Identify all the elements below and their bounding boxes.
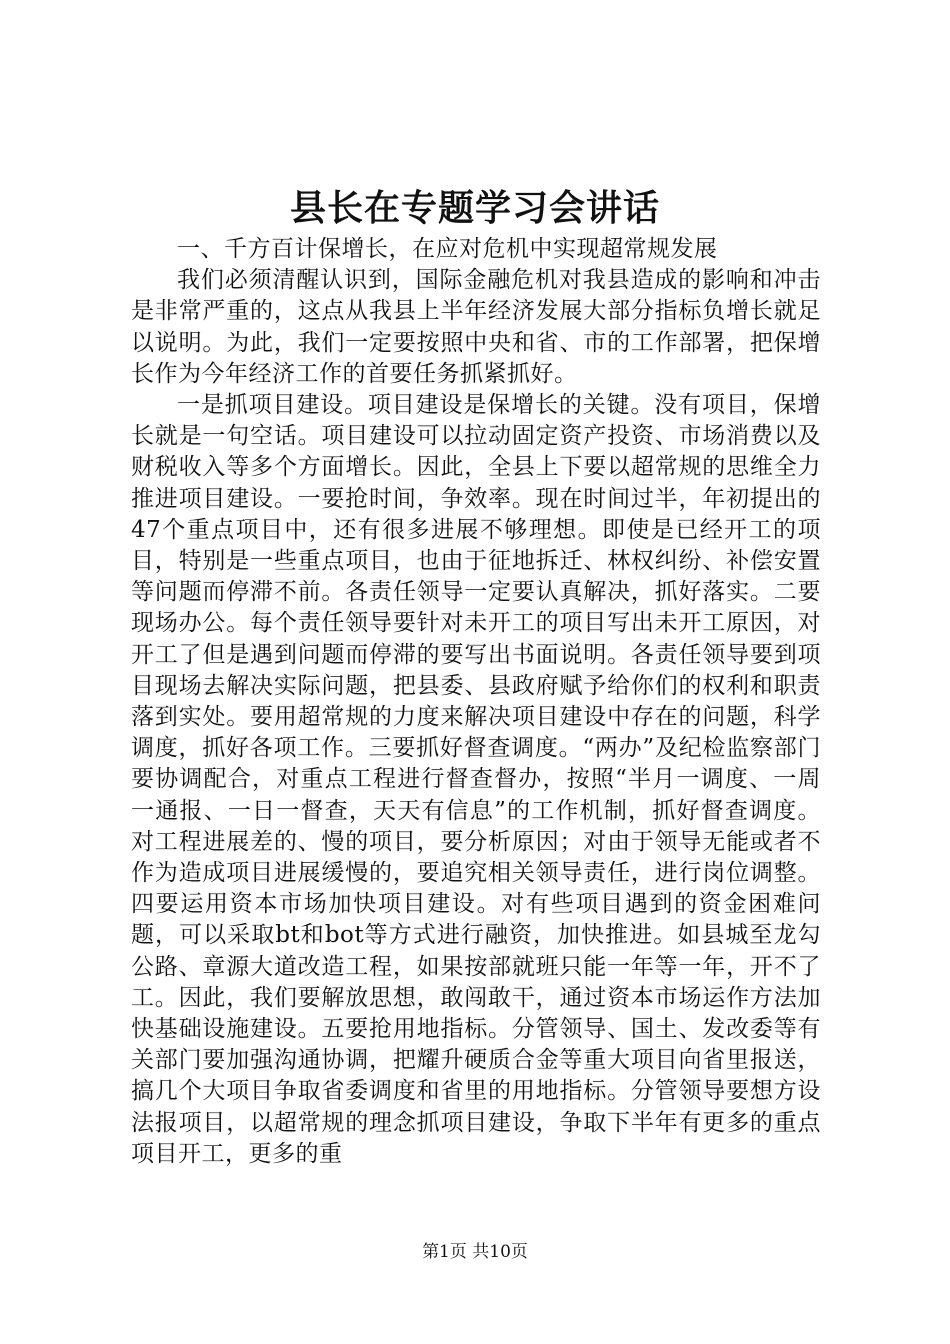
page-number-footer: 第1页 共10页	[422, 1242, 528, 1262]
body-paragraph: 一是抓项目建设。项目建设是保增长的关键。没有项目，保增长就是一句空话。项目建设可以拉动固定资产投资、市场消费以及财税收入等多个方面增长。因此，全县上下要以超常规的思维全力推进项目建设。一要抢时间，争效率。现在时间过半，年初提出的47个重点项目中，还有很多进展不够理想。即使是已经开工的项目，特别是一些重点项目，也由于征地拆迁、林权纠纷、补偿安置等问题而停滞不前。各责任领导一定要认真解决，抓好落实。二要现场办公。每个责任领导要针对未开工的项目写出未开工原因，对开工了但是遇到问题而停滞的要写出书面说明。各责任领导要到项目现场去解决实际问题，把县委、县政府赋予给你们的权利和职责落到实处。要用超常规的力度来解决项目建设中存在的问题，科学调度，抓好各项工作。三要抓好督查调度。“两办”及纪检监察部门要协调配合，对重点工程进行督查督办，按照“半月一调度、一周一通报、一日一督查，天天有信息”的工作机制，抓好督查调度。对工程进展差的、慢的项目，要分析原因；对由于领导无能或者不作为造成项目进展缓慢的，要追究相关领导责任，进行岗位调整。四要运用资本市场加快项目建设。对有些项目遇到的资金困难问题，可以采取bt和bot等方式进行融资，加快推进。如县城至龙勾公路、章源大道改造工程，如果按部就班只能一年等一年，开不了工。因此，我们要解放思想，敢闯敢干，通过资本市场运作方法加快基础设施建设。五要抢用地指标。分管领导、国土、发改委等有关部门要加强沟通协调，把耀升硬质合金等重大项目向省里报送，搞几个大项目争取省委调度和省里的用地指标。分管领导要想方设法报项目，以超常规的理念抓项目建设，争取下半年有更多的重点项目开工，更多的重	[131, 392, 821, 1167]
section-heading: 一、千方百计保增长，在应对危机中实现超常规发展	[177, 236, 718, 262]
document-title: 县长在专题学习会讲话	[289, 187, 660, 229]
document-body	[131, 234, 821, 1170]
body-paragraph: 我们必须清醒认识到，国际金融危机对我县造成的影响和冲击是非常严重的，这点从我县上半年经济发展大部分指标负增长就足以说明。为此，我们一定要按照中央和省、市的工作部署，把保增长作为今年经济工作的首要任务抓紧抓好。	[131, 267, 821, 387]
